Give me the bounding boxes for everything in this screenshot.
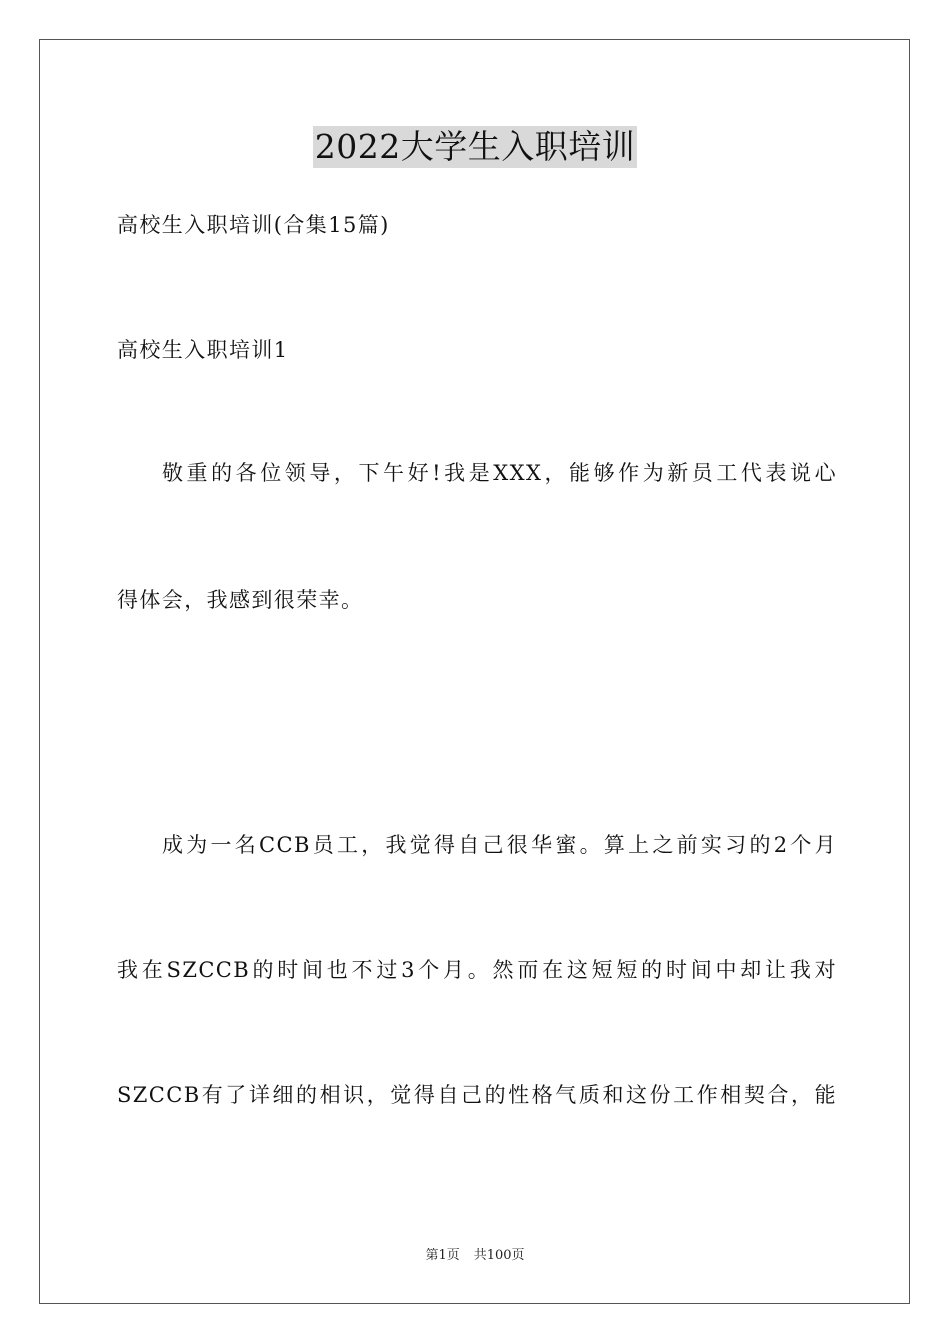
title-container [0, 126, 950, 168]
page-number: 第1页 [425, 1248, 460, 1263]
paragraph-line: SZCCB有了详细的相识，觉得自己的性格气质和这份工作相契合，能 [117, 1083, 837, 1107]
section-heading: 高校生入职培训1 [117, 338, 289, 362]
paragraph-line: 敬重的各位领导，下午好!我是XXX，能够作为新员工代表说心 [162, 461, 837, 485]
document-subtitle: 高校生入职培训(合集15篇) [117, 213, 390, 237]
paragraph-line: 我在SZCCB的时间也不过3个月。然而在这短短的时间中却让我对 [117, 958, 837, 982]
page-total: 共100页 [473, 1248, 525, 1263]
page-footer [0, 1247, 950, 1265]
paragraph-line: 成为一名CCB员工，我觉得自己很华蜜。算上之前实习的2个月 [162, 833, 837, 857]
document-title: 2022大学生入职培训 [314, 127, 636, 166]
paragraph-line: 得体会，我感到很荣幸。 [117, 588, 364, 612]
